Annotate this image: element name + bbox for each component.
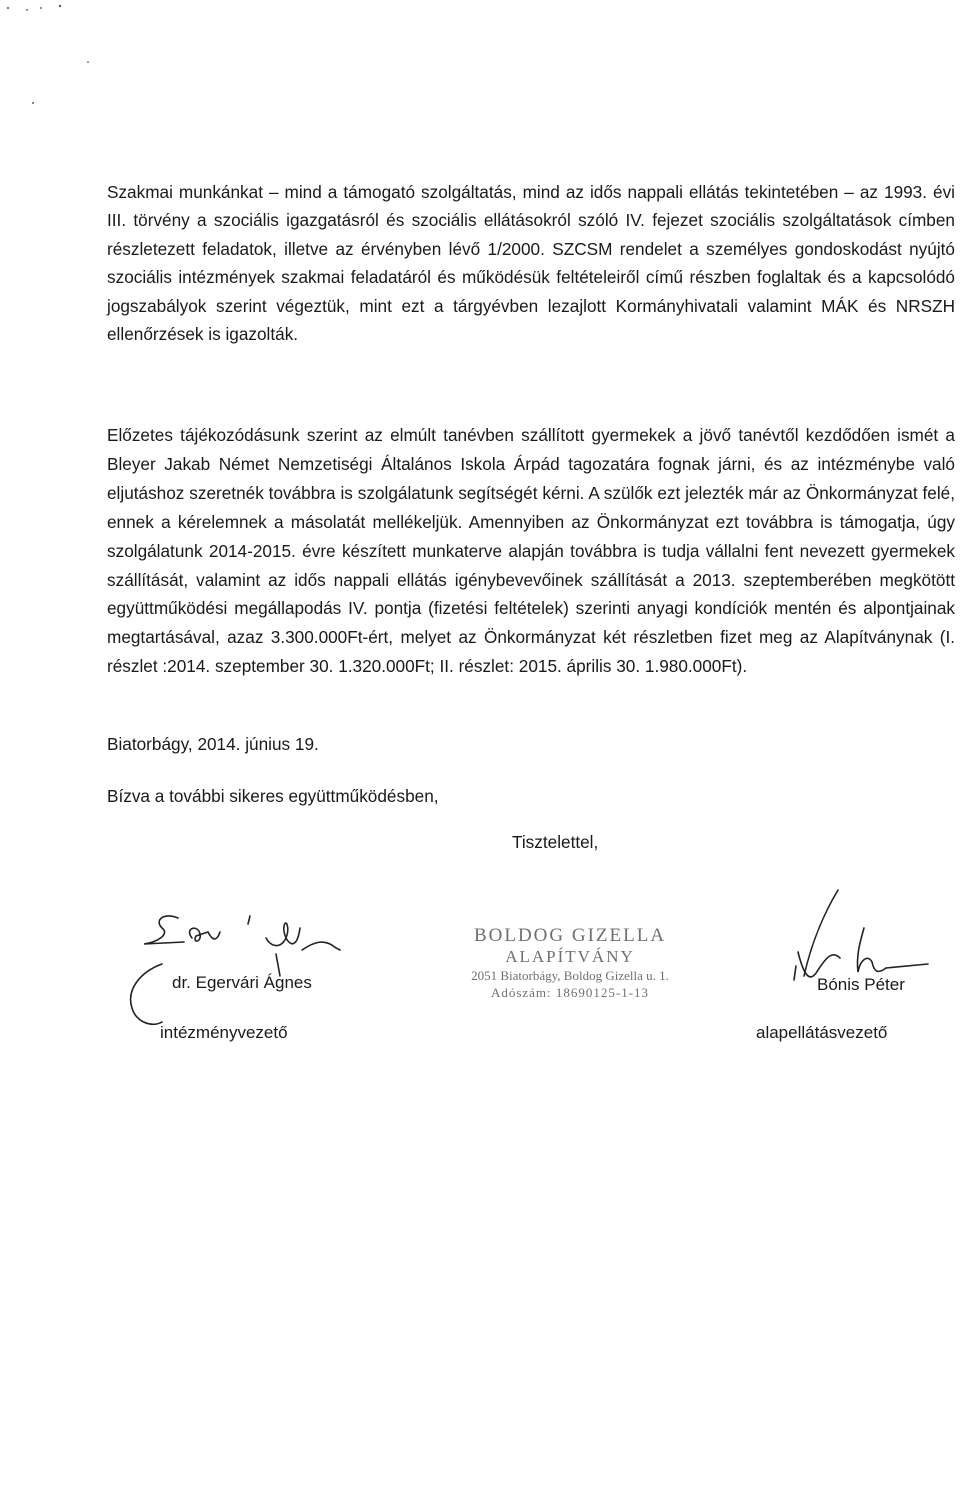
stamp-line-4: Adószám: 18690125-1-13 — [490, 985, 650, 1000]
signatory-right-name: Bónis Péter — [817, 975, 905, 994]
foundation-stamp — [430, 925, 710, 1005]
regards-line: Tisztelettel, — [512, 832, 599, 852]
signatory-right-title: alapellátásvezető — [756, 1023, 888, 1042]
stamp-line-1: BOLDOG GIZELLA — [473, 925, 667, 946]
paragraph-transport-request: Előzetes tájékozódásunk szerint az elmúlt tanévben szállított gyermekek a jövő tanévtől kezdődően ismét a Bleyer Jakab Német Nemzetiségi Általános Iskola Árpád tagozatára fognak járni, és az intézménybe való eljutáshoz szeretnék továbbra is szolgálatunk segítségét kérni. A szülők ezt jelezték már az Önkormányzat felé, ennek a kérelemnek a másolatát mellékeljük. Amennyiben az Önkormányzat ezt továbbra is támogatja, úgy szolgálatunk 2014-2015. évre készített munkaterve alapján továbbra is tudja vállalni fent nevezett gyermekek szállítását, valamint az idős nappali ellátás igénybevevőinek szállítását a 2013. szeptemberében megkötött együttműködési megállapodás IV. pontja (fizetési feltételek) szerinti anyagi kondíciók mentén és alpontjainak megtartásával, azaz 3.300.000Ft-ért, melyet az Önkormányzat két részletben fizet meg az Alapítványnak (I. részlet :2014. szeptember 30. 1.320.000Ft; II. részlet: 2015. április 30. 1.980.000Ft). — [107, 425, 955, 677]
stamp-line-2: ALAPÍTVÁNY — [505, 947, 635, 966]
place-date: Biatorbágy, 2014. június 19. — [107, 734, 319, 754]
paragraph-legal-basis: Szakmai munkánkat – mind a támogató szolgáltatás, mind az idős nappali ellátás tekintetében – az 1993. évi III. törvény a szociális igazgatásról és szociális ellátásokról szóló IV. fejezet szociális szolgáltatások címben részletezett feladatok, illetve az érvényben lévő 1/2000. SZCSM rendelet a személyes gondoskodást nyújtó szociális intézmények szakmai feladatáról és működésük feltételeiről című részben foglaltak és a kapcsolódó jogszabályok szerint végeztük, mint ezt a tárgyévben lezajlott Kormányhivatali valamint MÁK és NRSZH ellenőrzések is igazolták. — [107, 182, 955, 345]
scan-specks — [0, 0, 960, 120]
closing-line: Bízva a további sikeres együttműködésben, — [107, 786, 439, 806]
signatory-left-title: intézményvezető — [160, 1023, 288, 1042]
stamp-line-3: 2051 Biatorbágy, Boldog Gizella u. 1. — [471, 968, 669, 983]
signatory-left-name: dr. Egervári Ágnes — [172, 973, 312, 992]
